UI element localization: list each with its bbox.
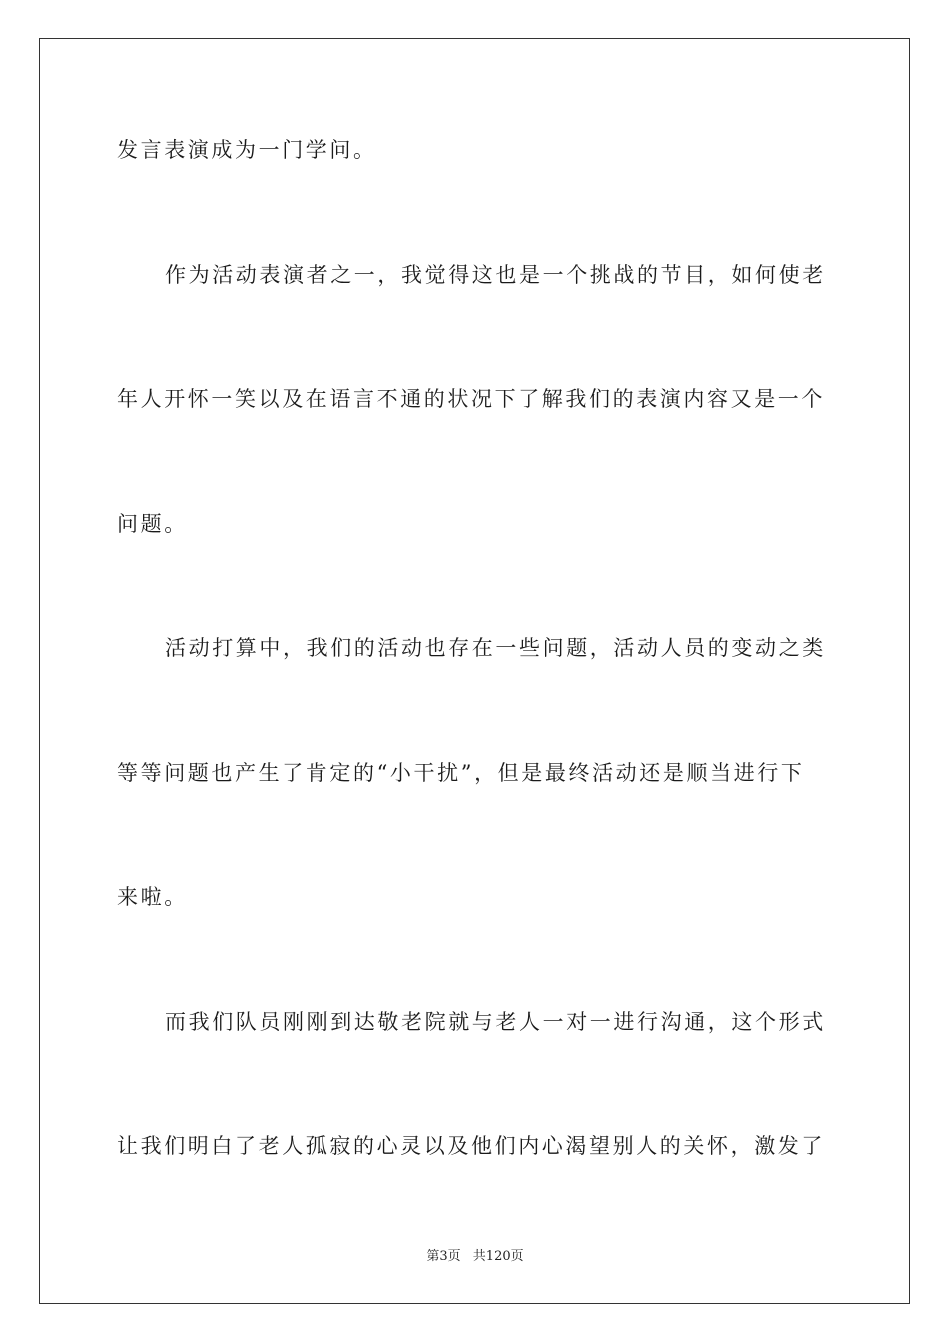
page-number: 第3页	[426, 1249, 461, 1264]
paragraph-start-line: 活动打算中，我们的活动也存在一些问题，活动人员的变动之类	[165, 636, 826, 660]
text-line: 来啦。	[117, 885, 188, 909]
text-line: 等等问题也产生了肯定的“小干扰”，但是最终活动还是顺当进行下	[117, 761, 805, 785]
text-line: 让我们明白了老人孤寂的心灵以及他们内心渴望别人的关怀，激发了	[117, 1134, 825, 1158]
paragraph-start-line: 而我们队员刚刚到达敬老院就与老人一对一进行沟通，这个形式	[165, 1010, 826, 1034]
page-border	[39, 38, 910, 1304]
text-line: 发言表演成为一门学问。	[117, 138, 377, 162]
text-line: 问题。	[117, 512, 188, 536]
page-total: 共120页	[472, 1249, 524, 1264]
page-footer	[0, 1248, 950, 1266]
paragraph-start-line: 作为活动表演者之一，我觉得这也是一个挑战的节目，如何使老	[165, 263, 826, 287]
text-line: 年人开怀一笑以及在语言不通的状况下了解我们的表演内容又是一个	[117, 387, 825, 411]
